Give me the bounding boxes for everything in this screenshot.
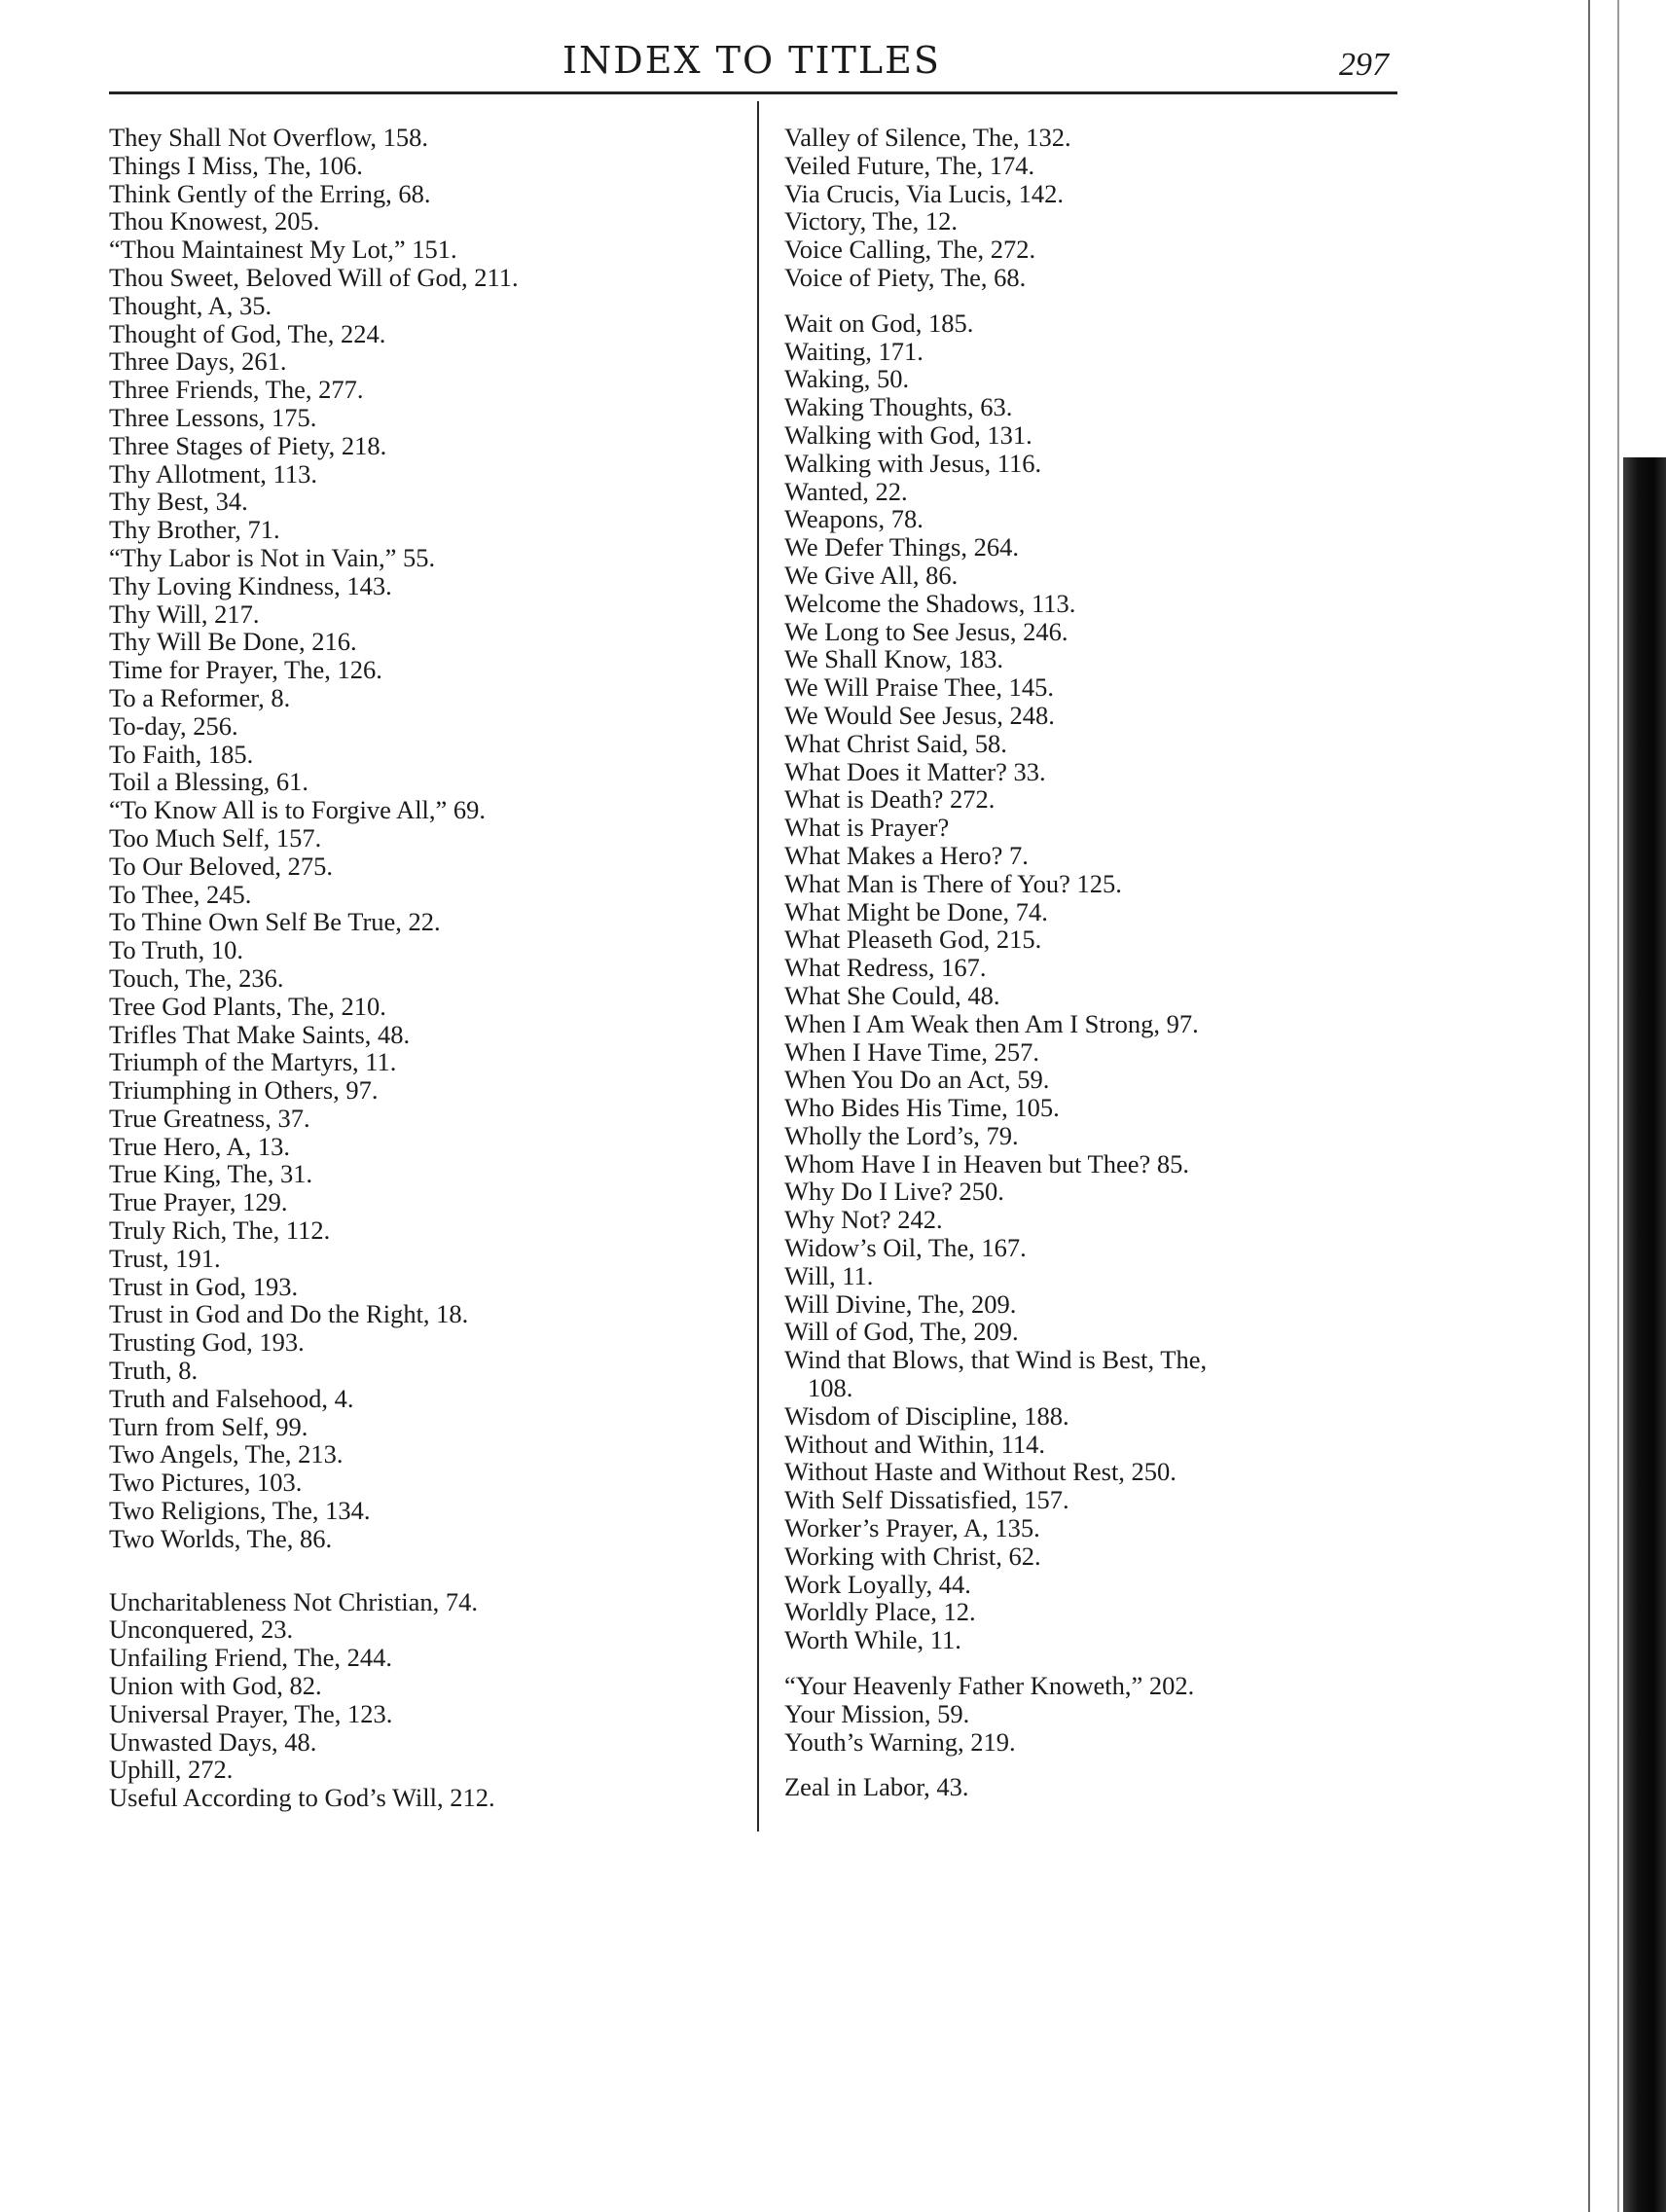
index-entry: Voice of Piety, The, 68. (784, 262, 1027, 292)
index-entry: To Faith, 185. (109, 739, 254, 769)
index-entry: Via Crucis, Via Lucis, 142. (784, 178, 1065, 208)
index-entry: Things I Miss, The, 106. (109, 150, 363, 180)
index-entry: Too Much Self, 157. (109, 822, 322, 852)
index-entry: Waking, 50. (784, 364, 910, 394)
index-entry: Weapons, 78. (784, 504, 924, 534)
index-entry: “To Know All is to Forgive All,” 69. (109, 795, 487, 825)
index-entry: Waiting, 171. (784, 336, 924, 366)
index-entry: “Thy Labor is Not in Vain,” 55. (109, 542, 436, 572)
binding-line (1617, 0, 1619, 2212)
index-entry: Waking Thoughts, 63. (784, 392, 1013, 422)
index-entry: Trusting God, 193. (109, 1327, 305, 1358)
index-entry: Wisdom of Discipline, 188. (784, 1400, 1069, 1431)
index-entry: When You Do an Act, 59. (784, 1065, 1050, 1095)
index-entry: Zeal in Labor, 43. (784, 1772, 969, 1802)
index-entry: To Truth, 10. (109, 935, 244, 965)
index-entry: Your Mission, 59. (784, 1698, 970, 1728)
index-entry: What Pleaseth God, 215. (784, 925, 1042, 955)
index-entry: Thy Will, 217. (109, 598, 260, 629)
index-entry: Youth’s Warning, 219. (784, 1726, 1016, 1757)
index-entry: Will of God, The, 209. (784, 1317, 1019, 1347)
binding-line (1588, 0, 1590, 2212)
header-rule (109, 91, 1397, 94)
section-gap (784, 1756, 1407, 1773)
index-entry: Veiled Future, The, 174. (784, 150, 1035, 180)
page-title: INDEX TO TITLES (562, 39, 941, 82)
index-entry: 108. (808, 1373, 853, 1403)
index-entry: Wind that Blows, that Wind is Best, The, (784, 1345, 1208, 1375)
index-entry: Worker’s Prayer, A, 135. (784, 1513, 1040, 1543)
index-entry: What Christ Said, 58. (784, 728, 1007, 758)
page-number: 297 (1339, 47, 1389, 83)
index-entry: Touch, The, 236. (109, 962, 284, 993)
index-entry: When I Have Time, 257. (784, 1036, 1040, 1067)
index-entry: We Would See Jesus, 248. (784, 700, 1055, 730)
index-entry: Thy Allotment, 113. (109, 458, 317, 489)
index-entry: Thought of God, The, 224. (109, 318, 386, 348)
index-entry: Truth and Falsehood, 4. (109, 1383, 354, 1413)
index-entry: Triumphing in Others, 97. (109, 1075, 379, 1106)
index-entry: Two Angels, The, 213. (109, 1439, 344, 1469)
index-entry: True Prayer, 129. (109, 1187, 288, 1217)
index-entry: Thought, A, 35. (109, 290, 272, 320)
index-entry: Why Do I Live? 250. (784, 1177, 1004, 1207)
index-entry: When I Am Weak then Am I Strong, 97. (784, 1008, 1199, 1038)
index-entry: Wanted, 22. (784, 476, 908, 506)
index-entry: Thy Will Be Done, 216. (109, 627, 357, 657)
index-entry: Unwasted Days, 48. (109, 1726, 317, 1757)
index-entry: Useful According to God’s Will, 212. (109, 1783, 495, 1813)
index-entry: True Hero, A, 13. (109, 1131, 290, 1161)
index-entry: What is Death? 272. (784, 784, 996, 815)
section-gap (784, 1654, 1407, 1672)
index-entry: Uncharitableness Not Christian, 74. (109, 1586, 479, 1616)
index-entry: Welcome the Shadows, 113. (784, 588, 1076, 618)
right-column (784, 124, 1407, 1801)
index-entry: Three Stages of Piety, 218. (109, 430, 387, 460)
index-entry: Thy Best, 34. (109, 487, 248, 517)
index-entry: Working with Christ, 62. (784, 1541, 1041, 1571)
index-entry: Worldly Place, 12. (784, 1597, 976, 1627)
index-entry: We Shall Know, 183. (784, 644, 1004, 674)
index-entry: Three Days, 261. (109, 346, 287, 377)
index-entry: What is Prayer? (784, 813, 950, 843)
index-entry: Unfailing Friend, The, 244. (109, 1643, 392, 1673)
index-entry: True Greatness, 37. (109, 1103, 310, 1133)
left-column (109, 124, 742, 1812)
index-entry: We Defer Things, 264. (784, 532, 1019, 562)
index-entry: Thou Sweet, Beloved Will of God, 211. (109, 262, 519, 292)
index-entry: We Long to See Jesus, 246. (784, 616, 1068, 646)
index-entry: Unconquered, 23. (109, 1614, 294, 1645)
index-entry: Worth While, 11. (784, 1625, 961, 1655)
index-entry: Two Pictures, 103. (109, 1468, 303, 1498)
index-entry: Walking with God, 131. (784, 419, 1032, 450)
section-gap (784, 292, 1407, 309)
index-entry: Tree God Plants, The, 210. (109, 991, 386, 1021)
index-entry: What Does it Matter? 33. (784, 756, 1046, 786)
index-entry: To Our Beloved, 275. (109, 851, 333, 881)
index-entry: Three Lessons, 175. (109, 402, 317, 432)
index-entry: Union with God, 82. (109, 1671, 322, 1701)
column-divider (757, 101, 759, 1831)
index-entry: Wholly the Lord’s, 79. (784, 1120, 1019, 1150)
index-entry: What Makes a Hero? 7. (784, 840, 1029, 870)
index-entry: We Give All, 86. (784, 560, 959, 590)
index-entry: Will Divine, The, 209. (784, 1288, 1017, 1319)
index-entry: Universal Prayer, The, 123. (109, 1698, 393, 1728)
index-entry: What Redress, 167. (784, 953, 987, 983)
index-entry: Toil a Blessing, 61. (109, 767, 308, 797)
index-entry: To Thine Own Self Be True, 22. (109, 907, 441, 937)
index-entry: Work Loyally, 44. (784, 1569, 971, 1599)
index-entry: To a Reformer, 8. (109, 682, 291, 712)
index-entry: Truth, 8. (109, 1356, 199, 1386)
index-entry: Will, 11. (784, 1260, 874, 1290)
index-entry: Time for Prayer, The, 126. (109, 655, 382, 685)
index-entry: Think Gently of the Erring, 68. (109, 178, 431, 208)
index-entry: Wait on God, 185. (784, 308, 974, 338)
index-entry: Trust in God and Do the Right, 18. (109, 1299, 469, 1329)
index-entry: Uphill, 272. (109, 1755, 234, 1785)
index-entry: Walking with Jesus, 116. (784, 448, 1042, 478)
index-entry: Thy Loving Kindness, 143. (109, 570, 392, 600)
index-entry: Without and Within, 114. (784, 1429, 1046, 1459)
index-entry: What Man is There of You? 125. (784, 868, 1122, 898)
index-entry: We Will Praise Thee, 145. (784, 672, 1054, 703)
index-entry: With Self Dissatisfied, 157. (784, 1485, 1069, 1515)
binding-shadow (1623, 457, 1666, 2212)
index-entry: Truly Rich, The, 112. (109, 1215, 331, 1246)
index-entry: “Thou Maintainest My Lot,” 151. (109, 235, 457, 265)
index-entry: Thou Knowest, 205. (109, 206, 320, 236)
index-entry: Trifles That Make Saints, 48. (109, 1019, 411, 1049)
index-entry: Thy Brother, 71. (109, 515, 280, 545)
index-entry: Victory, The, 12. (784, 206, 958, 236)
index-entry: They Shall Not Overflow, 158. (109, 123, 429, 152)
index-entry: Voice Calling, The, 272. (784, 235, 1036, 265)
index-entry: What Might be Done, 74. (784, 896, 1048, 926)
index-entry: True King, The, 31. (109, 1159, 313, 1189)
index-entry: Whom Have I in Heaven but Thee? 85. (784, 1148, 1190, 1179)
index-entry: Turn from Self, 99. (109, 1411, 308, 1441)
index-entry: To-day, 256. (109, 710, 238, 741)
index-entry: Widow’s Oil, The, 167. (784, 1233, 1027, 1263)
index-entry: Trust in God, 193. (109, 1271, 299, 1301)
index-entry: Valley of Silence, The, 132. (784, 123, 1071, 152)
section-gap (109, 1553, 742, 1588)
index-entry: Without Haste and Without Rest, 250. (784, 1457, 1177, 1487)
index-entry: Why Not? 242. (784, 1205, 943, 1235)
index-entry: What She Could, 48. (784, 980, 1000, 1010)
index-entry: Two Religions, The, 134. (109, 1496, 371, 1526)
index-entry: Triumph of the Martyrs, 11. (109, 1047, 397, 1077)
index-entry: “Your Heavenly Father Knoweth,” 202. (784, 1671, 1195, 1701)
index-entry: To Thee, 245. (109, 879, 252, 909)
index-entry: Two Worlds, The, 86. (109, 1523, 333, 1553)
index-entry: Who Bides His Time, 105. (784, 1093, 1060, 1123)
index-entry: Trust, 191. (109, 1243, 221, 1273)
index-entry: Three Friends, The, 277. (109, 375, 364, 405)
